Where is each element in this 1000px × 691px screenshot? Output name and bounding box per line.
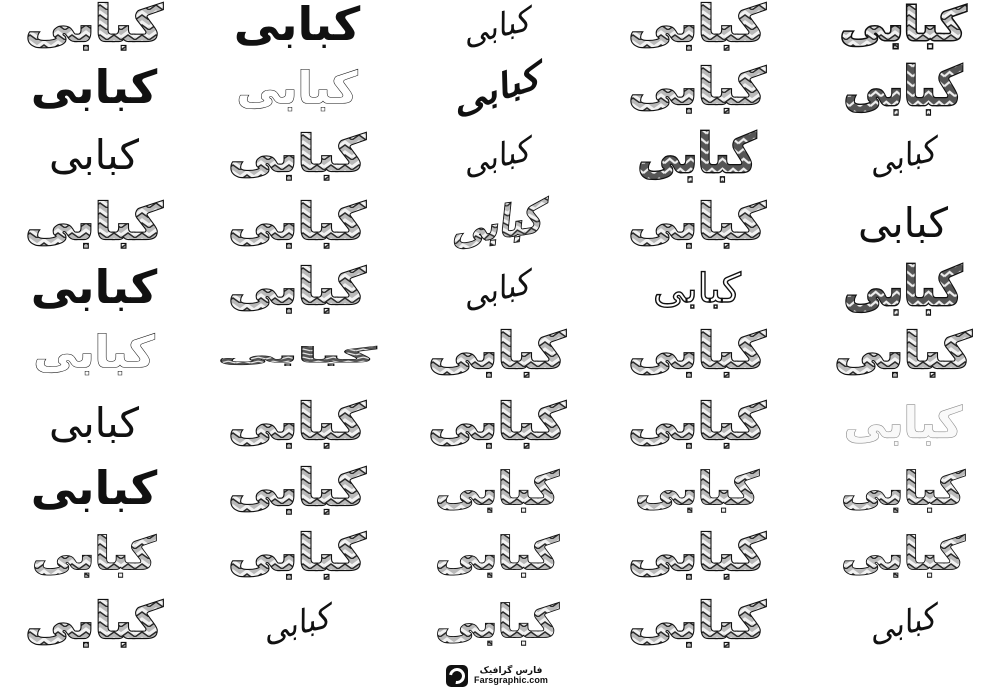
font-sample-word: [612, 393, 782, 460]
font-sample: [412, 130, 582, 192]
font-sample-word: [212, 125, 382, 192]
font-sample-word: [412, 393, 582, 460]
font-sample-text: کبابی: [25, 592, 163, 650]
font-sample-text: کبابی: [49, 131, 139, 180]
font-sample: [412, 597, 582, 659]
font-sample-word: [818, 130, 988, 192]
font-sample-word: [212, 258, 382, 325]
font-sample: [412, 56, 582, 125]
font-sample-word: [612, 322, 782, 389]
font-sample-text: کبابی: [428, 322, 566, 380]
font-sample-word: [9, 193, 179, 260]
font-sample: [412, 192, 582, 260]
font-sample-word: [212, 597, 382, 659]
font-sample-text: کبابی: [841, 462, 965, 515]
font-sample-word: [9, 592, 179, 659]
font-sample-word: [9, 0, 179, 62]
font-sample: [9, 193, 179, 260]
font-sample-word: [412, 529, 582, 591]
font-sample-word: [612, 58, 782, 125]
font-sample: [212, 63, 382, 125]
font-sample-text: کبابی: [447, 192, 546, 254]
font-sample: [412, 322, 582, 389]
font-sample: [9, 0, 179, 62]
font-sample-text: کبابی: [30, 60, 158, 115]
font-sample-text: کبابی: [637, 122, 757, 186]
font-sample-word: [412, 322, 582, 389]
font-sample: [212, 125, 382, 192]
font-sample: [212, 0, 382, 62]
font-sample: [9, 398, 179, 460]
font-sample-text: کبابی: [628, 592, 766, 650]
font-sample-text: کبابی: [458, 264, 534, 316]
font-sample-text: کبابی: [843, 255, 963, 319]
font-sample: [212, 393, 382, 460]
font-sample-text: کبابی: [33, 326, 155, 378]
font-sample: [9, 529, 179, 591]
font-sample: [612, 0, 782, 62]
font-sample-text: کبابی: [446, 56, 546, 124]
font-sample: [212, 258, 382, 325]
font-sample: [412, 393, 582, 460]
font-sample-word: [212, 524, 382, 591]
font-sample-word: [818, 255, 988, 325]
font-sample: [612, 263, 782, 325]
font-sample-text: کبابی: [30, 461, 158, 516]
font-sample-text: کبابی: [435, 595, 559, 648]
farsgraphic-logo-icon: [446, 665, 468, 687]
font-sample-word: [212, 193, 382, 260]
font-sample-text: کبابی: [435, 527, 559, 580]
font-sample: [818, 597, 988, 659]
font-sample-text: کبابی: [435, 462, 559, 515]
font-sample: [212, 193, 382, 260]
font-sample: [612, 393, 782, 460]
font-sample-text: کبابی: [653, 266, 741, 312]
font-sample-text: کبابی: [458, 131, 534, 183]
font-sample: [612, 464, 782, 526]
font-sample: [412, 529, 582, 591]
font-sample: [212, 597, 382, 659]
font-sample-word: [9, 130, 179, 192]
font-sample-word: [412, 464, 582, 526]
font-sample: [412, 0, 582, 62]
font-sample-text: کبابی: [628, 0, 766, 53]
font-sample-text: کبابی: [635, 462, 759, 515]
font-sample: [9, 260, 179, 325]
font-sample-text: کبابی: [628, 393, 766, 451]
font-sample-text: کبابی: [25, 0, 163, 53]
font-sample-word: [9, 260, 179, 325]
logo-text: [474, 667, 548, 686]
font-sample-word: [212, 63, 382, 125]
font-sample-word: [212, 459, 382, 526]
font-sample-word: [612, 464, 782, 526]
font-sample-word: [818, 55, 988, 125]
font-sample: [818, 55, 988, 125]
font-sample-text: کبابی: [843, 55, 963, 119]
font-sample: [9, 327, 179, 389]
font-sample: [212, 459, 382, 526]
font-sample-word: [412, 263, 582, 325]
font-sample-text: کبابی: [228, 193, 366, 251]
font-sample: [612, 58, 782, 125]
font-sample: [9, 60, 179, 125]
font-sample: [9, 130, 179, 192]
font-sample: [612, 322, 782, 389]
font-sample-word: [9, 60, 179, 125]
font-sample-word: [612, 263, 782, 325]
font-sample-text: کبابی: [228, 524, 366, 582]
font-sample-word: [818, 529, 988, 591]
font-sample-word: [612, 592, 782, 659]
font-sample-text: کبابی: [258, 598, 334, 650]
font-sample: [818, 255, 988, 325]
font-sample: [212, 524, 382, 591]
logo-domain-text: Farsgraphic.com: [474, 675, 549, 685]
font-sample: [412, 263, 582, 325]
font-sample-text: کبابی: [236, 62, 358, 114]
font-sample-word: [818, 198, 988, 260]
font-sample-word: [412, 56, 582, 125]
font-sample-text: کبابی: [841, 527, 965, 580]
font-sample-text: کبابی: [843, 398, 963, 449]
font-sample: [612, 193, 782, 260]
font-sample: [818, 198, 988, 260]
font-sample-text: کبابی: [30, 260, 158, 315]
font-sample-text: کبابی: [228, 258, 366, 316]
font-sample-word: [412, 130, 582, 192]
font-sample-word: [818, 597, 988, 659]
font-sample-word: [412, 0, 582, 62]
font-sample-text: کبابی: [864, 598, 940, 650]
font-sample-text: کبابی: [839, 0, 967, 52]
font-sample-text: کبابی: [628, 58, 766, 116]
font-sample-text: کبابی: [864, 131, 940, 183]
font-sample-word: [412, 192, 582, 260]
font-sample-word: [818, 0, 988, 62]
font-sample-word: [612, 0, 782, 62]
font-sample-text: کبابی: [217, 343, 377, 368]
font-sample-text: کبابی: [858, 199, 948, 248]
font-sample-word: [612, 524, 782, 591]
font-sample-word: [9, 461, 179, 526]
font-sample-word: [212, 0, 382, 62]
font-sample: [612, 524, 782, 591]
font-sample: [412, 464, 582, 526]
font-sample-text: کبابی: [228, 459, 366, 517]
font-sample-word: [612, 122, 782, 192]
font-sample-text: کبابی: [428, 393, 566, 451]
font-sample: [818, 529, 988, 591]
font-sample: [818, 130, 988, 192]
font-sample-word: [818, 464, 988, 526]
font-sample: [818, 464, 988, 526]
font-sample-word: [9, 327, 179, 389]
font-sample-text: کبابی: [25, 193, 163, 251]
font-sample-text: کبابی: [628, 322, 766, 380]
logo-persian-text: فارس گرافیک: [479, 665, 543, 676]
font-sample-word: [212, 393, 382, 460]
font-sample-text: کبابی: [233, 0, 361, 52]
font-sample: [9, 592, 179, 659]
font-sample-word: [612, 193, 782, 260]
font-sample-word: [412, 597, 582, 659]
font-sample-text: کبابی: [628, 193, 766, 251]
font-sample-word: [9, 398, 179, 460]
font-sample: [818, 398, 988, 460]
font-sample: [9, 461, 179, 526]
font-sample-text: کبابی: [228, 125, 366, 183]
font-sample-text: کبابی: [49, 399, 139, 448]
font-sample-text: کبابی: [228, 393, 366, 451]
farsgraphic-logo: [446, 662, 554, 690]
font-sample-text: کبابی: [32, 527, 156, 580]
font-sample: [818, 0, 988, 62]
font-sample-word: [818, 398, 988, 460]
font-sample: [612, 122, 782, 192]
font-sample: [212, 327, 382, 389]
font-sample-text: کبابی: [834, 322, 972, 380]
font-sample-word: [212, 327, 382, 389]
font-sample-word: [9, 529, 179, 591]
font-sample: [612, 592, 782, 659]
font-sample-text: کبابی: [458, 1, 534, 53]
font-sample: [818, 322, 988, 389]
font-sample-text: کبابی: [628, 524, 766, 582]
font-sample-word: [818, 322, 988, 389]
